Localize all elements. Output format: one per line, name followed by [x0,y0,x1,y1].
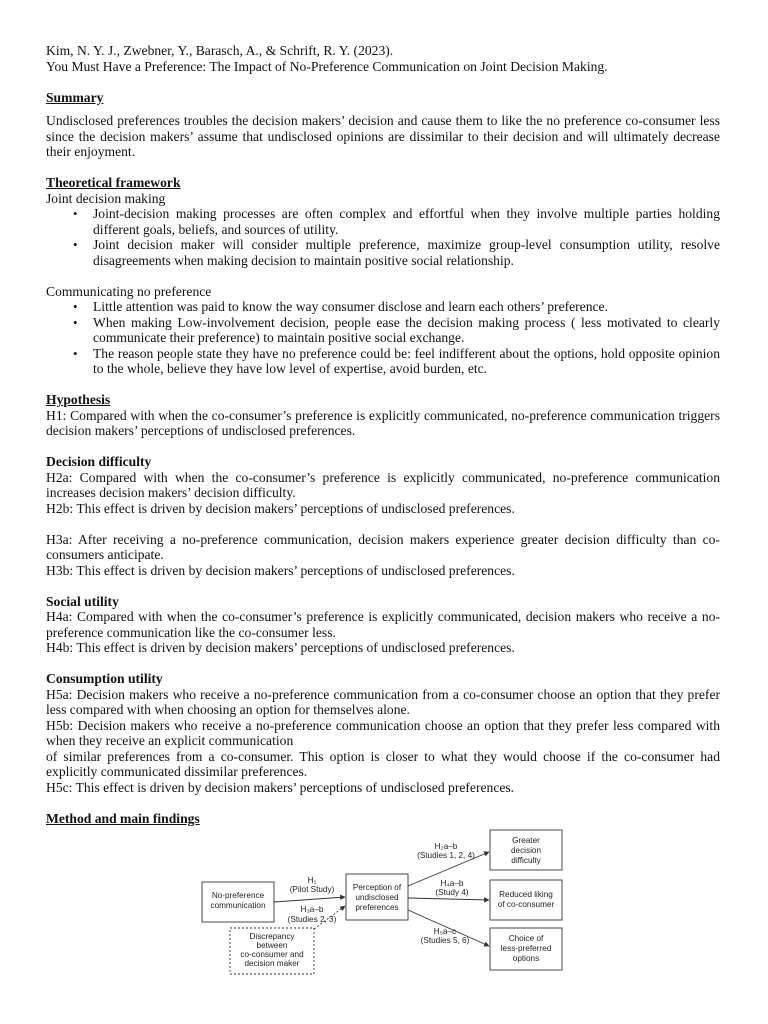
summary-text: Undisclosed preferences troubles the decision makers’ decision and cause them to like the no preference co-consumer less since the decision makers’ assume that undisclosed opinions are dissimilar to their decision and will ultimately decrease their enjoyment. [46,113,720,159]
hypothesis-h2b: H2b: This effect is driven by decision makers’ perceptions of undisclosed preferences. [46,500,515,516]
joint-decision-list [46,206,720,268]
h1-label-1: H₁ [307,876,317,885]
hypothesis-h5a: H5a: Decision makers who receive a no-preference communication from a co-consumer choose an option that they prefer less compared with when choosing an option for themselves alone. [46,686,720,717]
h5-label-2: (Studies 5, 6) [420,936,470,945]
h1-arrow [274,897,345,902]
h2-label-2: (Studies 1, 2, 4) [417,851,475,860]
document-page [46,43,720,826]
no-preference-list [46,299,720,377]
h4-label-1: H₄a–b [440,879,464,888]
perception-label-1: Perception of [352,883,402,892]
hypothesis-h3a: H3a: After receiving a no-preference communication, decision makers experience greater decision difficulty than co-consumers anticipate. [46,531,720,562]
framework-heading: Theoretical framework [46,175,181,190]
hypothesis-h4a: H4a: Compared with when the co-consumer’s preference is explicitly communicated, decision makers who receive a no-preference communication like the co-consumer less. [46,609,720,640]
summary-heading: Summary [46,89,104,105]
hypothesis-h5b-part2: of similar preferences from a co-consumer. This option is closer to what they would choose if the co-consumer had explicitly communicated dissimilar preferences. [46,748,720,779]
hypothesis-h4b: H4b: This effect is driven by decision makers’ perceptions of undisclosed preferences. [46,640,515,655]
perception-label-3: preferences [355,903,399,912]
hypothesis-h5c: H5c: This effect is driven by decision makers’ perceptions of undisclosed preferences. [46,779,515,795]
hypothesis-h5b-part1: H5b: Decision makers who receive a no-preference communication choose an option that they prefer less compared with when they receive an explicit communication [46,717,720,748]
citation-authors: Kim, N. Y. J., Zwebner, Y., Barasch, A., & Schrift, R. Y. (2023). [46,43,394,58]
h3-label-1: H₃a–b [300,905,324,914]
hypothesis-h1: H1: Compared with when the co-consumer’s preference is explicitly communicated, no-preference communication triggers decision makers’ perceptions of undisclosed preferences. [46,407,720,438]
list-item: • Little attention was paid to know the way consumer disclose and learn each others’ preference. [73,299,608,314]
perception-label-2: undisclosed [355,893,399,902]
list-item: • When making Low-involvement decision, people ease the decision making process ( less motivated to clearly communicate their preference) to maintain positive social exchange. [73,314,720,345]
reduced-label-1: Reduced liking [499,890,553,899]
citation-title: You Must Have a Preference: The Impact of No-Preference Communication on Joint Decision Making. [46,58,608,74]
hypothesis-heading: Hypothesis [46,392,111,407]
choice-label-2: less-preferred [500,944,552,953]
reduced-label-2: of co-consumer [497,900,555,909]
no-preference-label-2: communication [210,901,266,910]
h2-label-1: H₂a–b [434,842,458,851]
greater-label-3: difficulty [511,856,541,865]
discrepancy-label-3: co-consumer and [240,950,304,959]
greater-label-2: decision [510,846,542,855]
choice-label-3: options [512,954,540,963]
h4-arrow [408,898,489,900]
conceptual-model-diagram [196,826,568,976]
method-heading: Method and main findings [46,810,200,826]
choice-label-1: Choice of [508,934,544,943]
social-utility-heading: Social utility [46,593,119,609]
framework-subheading-joint: Joint decision making [46,190,166,206]
no-preference-label-1: No-preference [211,891,265,900]
list-item: • Joint-decision making processes are often complex and effortful when they involve multiple parties holding different goals, beliefs, and sources of utility. [73,206,720,237]
consumption-utility-heading: Consumption utility [46,671,163,686]
list-item: • Joint decision maker will consider multiple preference, maximize group-level consumption utility, resolve disagreements when making decision to maintain positive social relationship. [73,237,720,268]
hypothesis-h2a: H2a: Compared with when the co-consumer’s preference is explicitly communicated, no-preference communication increases decision makers’ decision difficulty. [46,469,720,500]
h5-label-1: H₅a–c [433,927,457,936]
h4-label-2: (Study 4) [435,888,469,897]
framework-subheading-no-preference: Communicating no preference [46,283,212,299]
h1-label-2: (Pilot Study) [289,885,335,894]
decision-difficulty-heading: Decision difficulty [46,454,152,469]
hypothesis-h3b: H3b: This effect is driven by decision makers’ perceptions of undisclosed preferences. [46,562,515,578]
greater-label-1: Greater [512,836,540,845]
discrepancy-label-1: Discrepancy [249,932,295,941]
list-item: • The reason people state they have no preference could be: feel indifferent about the options, hold opposite opinion to the whole, believe they have low level of expertise, avoid burden, etc. [73,345,720,376]
discrepancy-label-4: decision maker [244,959,300,968]
h3-label-2: (Studies 2, 3) [287,915,337,924]
discrepancy-label-2: between [256,941,288,950]
